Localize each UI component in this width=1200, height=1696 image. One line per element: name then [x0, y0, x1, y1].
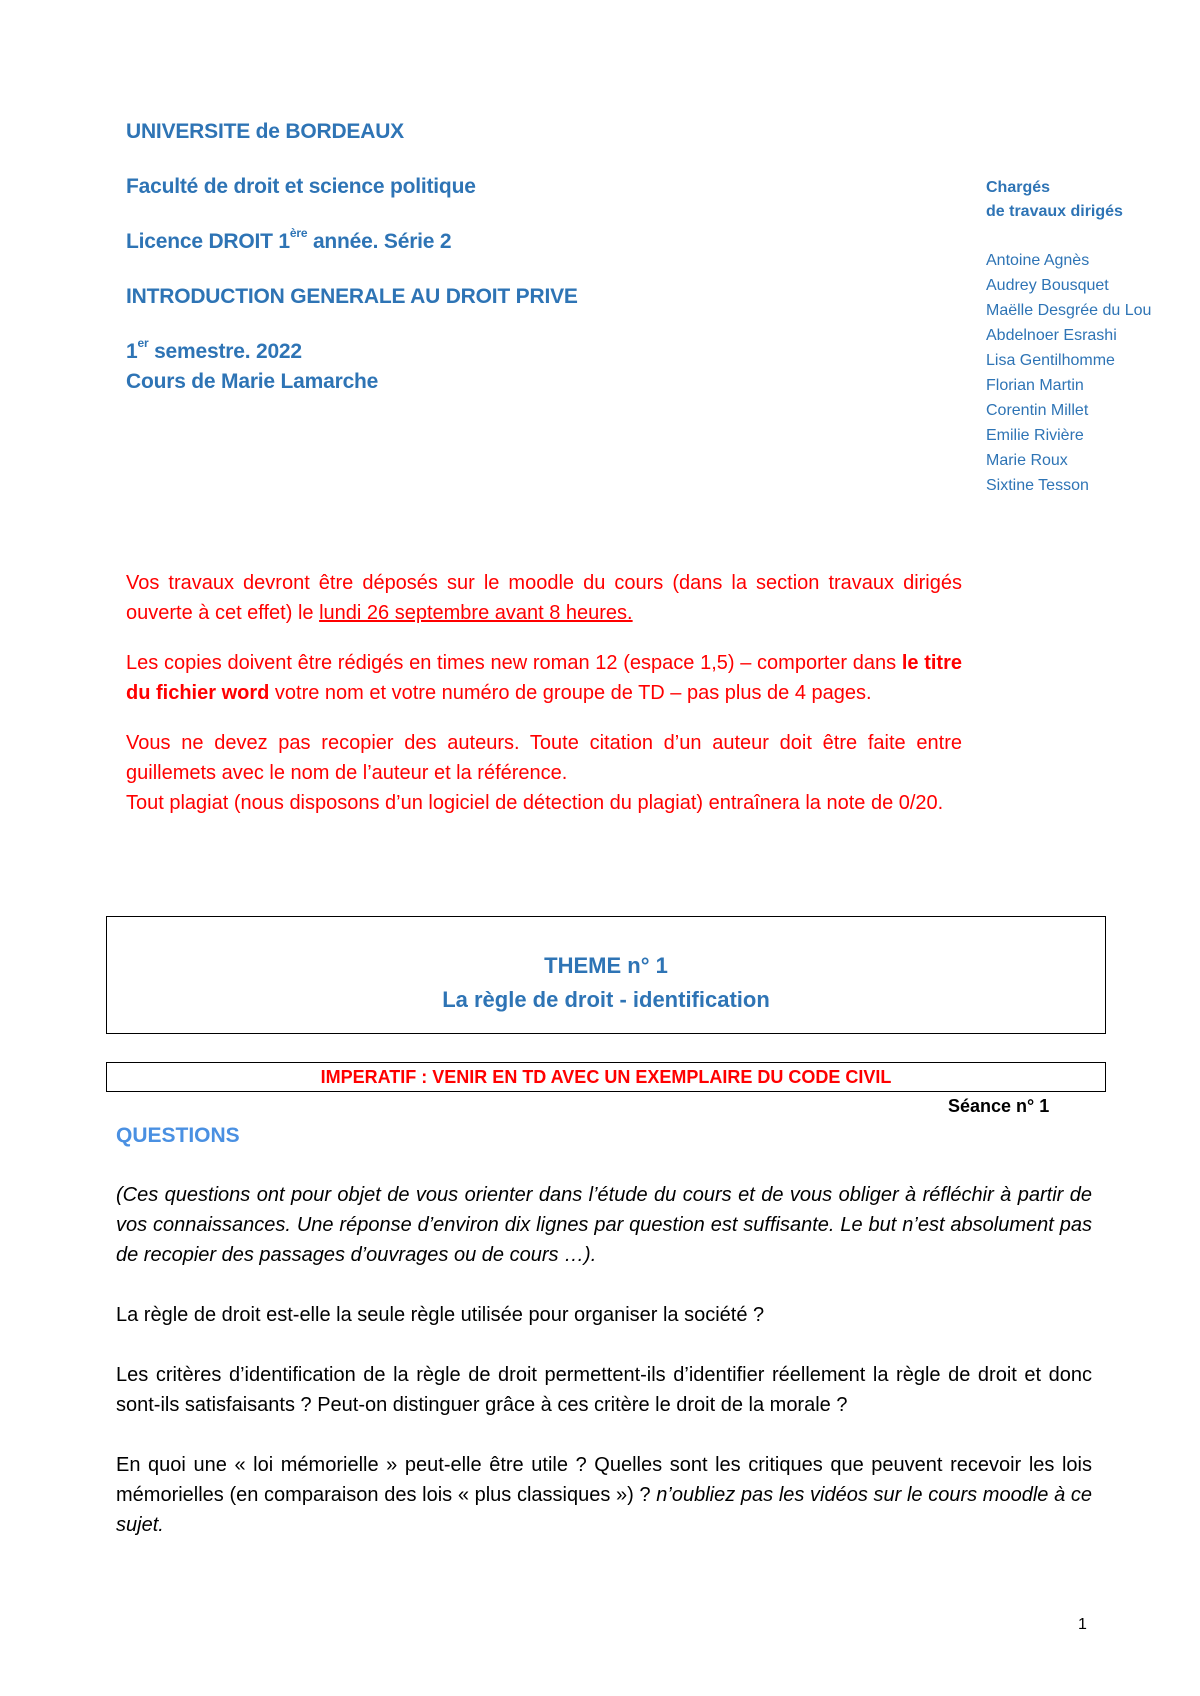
- instruction-format: [126, 648, 962, 708]
- question-3: [116, 1450, 1092, 1540]
- instruction-citation: Vous ne devez pas recopier des auteurs. Toute citation d’un auteur doit être faite entre guillemets avec le nom de l’auteur et la référence.: [126, 732, 962, 784]
- question-1: La règle de droit est-elle la seule règle utilisée pour organiser la société ?: [116, 1304, 765, 1326]
- imperatif-banner: IMPERATIF : VENIR EN TD AVEC UN EXEMPLAIRE DU CODE CIVIL: [106, 1062, 1106, 1092]
- td-staff-panel: [986, 176, 1196, 498]
- semester-line: [126, 336, 302, 364]
- lecturer-line: Cours de Marie Lamarche: [126, 370, 379, 393]
- staff-name: Antoine Agnès: [986, 252, 1090, 269]
- instruction-deadline: [126, 568, 962, 628]
- staff-list: [986, 248, 1196, 498]
- questions-intro: (Ces questions ont pour objet de vous orienter dans l’étude du cours et de vous obliger à réfléchir à partir de vos connaissances. Une réponse d’environ dix lignes par question est suffisante. Le but n’est absolument pas de recopier des passages d’ouvrages ou de cours …).: [116, 1184, 1092, 1266]
- staff-name: Corentin Millet: [986, 402, 1089, 419]
- staff-name: Emilie Rivière: [986, 427, 1084, 444]
- semester-superscript: er: [137, 336, 149, 350]
- theme-number: THEME n° 1: [544, 953, 668, 978]
- staff-name: Lisa Gentilhomme: [986, 352, 1115, 369]
- licence-series: année. Série 2: [307, 230, 452, 253]
- page-number: 1: [1078, 1616, 1087, 1633]
- staff-name: Florian Martin: [986, 377, 1084, 394]
- staff-name: Sixtine Tesson: [986, 477, 1089, 494]
- submission-instructions: [126, 568, 962, 818]
- theme-box: [106, 916, 1106, 1034]
- questions-heading: QUESTIONS: [116, 1124, 240, 1147]
- staff-title-line1: Chargés: [986, 179, 1051, 196]
- licence-text: Licence DROIT 1: [126, 230, 290, 253]
- staff-name: Maëlle Desgrée du Lou: [986, 302, 1152, 319]
- university-name: UNIVERSITE de BORDEAUX: [126, 120, 404, 143]
- instruction-plagiarism: Tout plagiat (nous disposons d’un logiciel de détection du plagiat) entraînera la note de 0/20.: [126, 792, 944, 814]
- licence-line: [126, 226, 452, 254]
- question-3-note: n’oubliez pas les vidéos sur le cours moodle à ce sujet.: [116, 1484, 1092, 1536]
- deadline-intro: Vos travaux devront être déposés sur le moodle du cours (dans la section travaux dirigés ouverte à cet effet) le: [126, 572, 962, 624]
- format-emphasis: le titre du fichier word: [126, 652, 963, 704]
- licence-superscript: ère: [289, 226, 308, 240]
- staff-name: Marie Roux: [986, 452, 1068, 469]
- seance-number: Séance n° 1: [948, 1096, 1050, 1116]
- questions-body: [116, 1180, 1092, 1540]
- format-intro: Les copies doivent être rédigés en times new roman 12 (espace 1,5) – comporter dans: [126, 652, 902, 674]
- staff-name: Abdelnoer Esrashi: [986, 327, 1117, 344]
- deadline-date: lundi 26 septembre avant 8 heures.: [319, 602, 633, 624]
- theme-title: La règle de droit - identification: [442, 987, 770, 1012]
- course-title: INTRODUCTION GENERALE AU DROIT PRIVE: [126, 285, 578, 308]
- staff-title-line2: de travaux dirigés: [986, 203, 1123, 220]
- semester-number: 1: [126, 340, 138, 363]
- semester-year: semestre. 2022: [148, 340, 302, 363]
- question-3-text: En quoi une « loi mémorielle » peut-elle être utile ? Quelles sont les critiques que peuvent recevoir les lois mémorielles (en comparaison des lois « plus classiques ») ?: [116, 1454, 1092, 1506]
- staff-name: Audrey Bousquet: [986, 277, 1109, 294]
- format-end: votre nom et votre numéro de groupe de TD – pas plus de 4 pages.: [269, 682, 872, 704]
- question-2: Les critères d’identification de la règle de droit permettent-ils d’identifier réellement la règle de droit et donc sont-ils satisfaisants ? Peut-on distinguer grâce à ces critère le droit de la morale ?: [116, 1364, 1092, 1416]
- faculty-name: Faculté de droit et science politique: [126, 175, 476, 198]
